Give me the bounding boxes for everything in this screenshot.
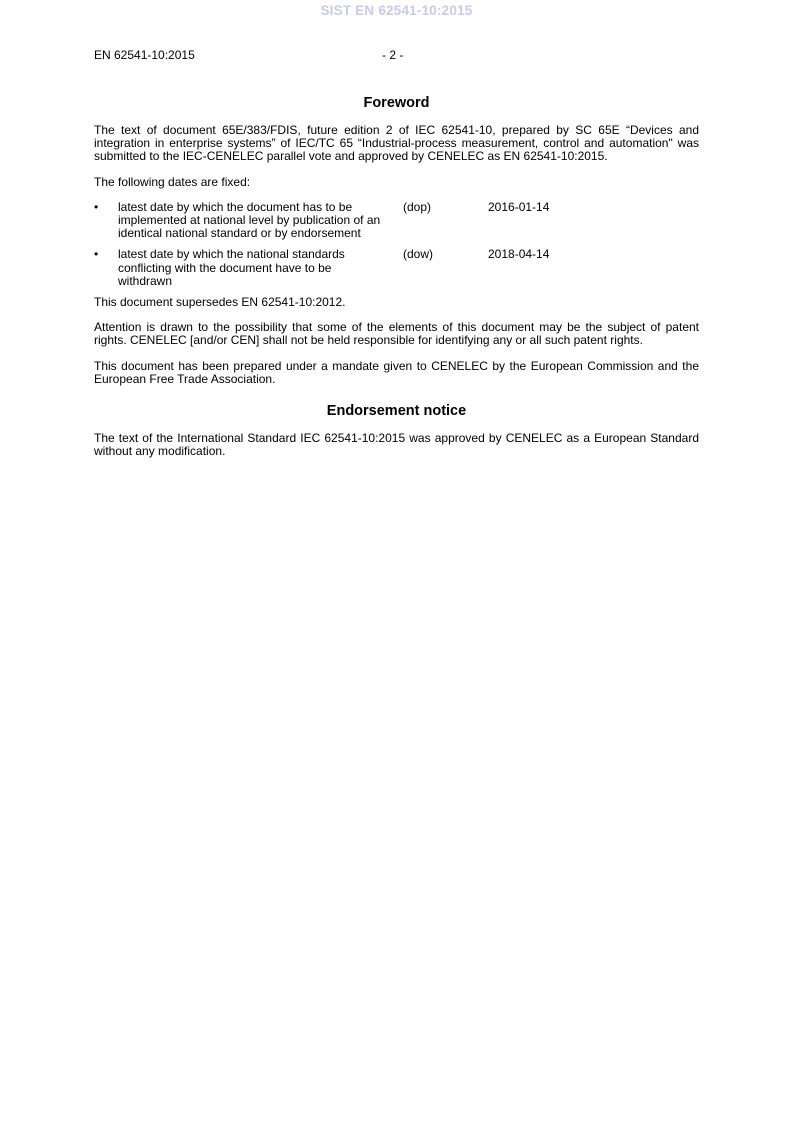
endorsement-text: The text of the International Standard IEC 62541-10:2015 was approved by CENELEC as a European Standard without any modification. xyxy=(94,431,699,459)
date-value: 2018-04-14 xyxy=(488,247,550,262)
bullet-icon: • xyxy=(94,199,99,214)
foreword-title: Foreword xyxy=(363,95,430,111)
dates-list xyxy=(94,201,699,288)
date-description: latest date by which the national standards conflicting with the document have to be withdrawn xyxy=(118,247,345,288)
foreword-intro: The text of document 65E/383/FDIS, future edition 2 of IEC 62541-10, prepared by SC 65E “Devices and integration in enterprise systems” of IEC/TC 65 “Industrial-process measurement, control and automation" was submitted to the IEC-CENELEC parallel vote and approved by CENELEC as EN 62541-10:2015. xyxy=(94,123,699,164)
bullet-icon: • xyxy=(94,247,99,262)
endorsement-title: Endorsement notice xyxy=(326,403,467,420)
date-description: latest date by which the document has to be implemented at national level by publication of an identical national standard or by endorsement xyxy=(118,199,381,241)
dates-lead: The following dates are fixed: xyxy=(94,174,251,189)
mandate-text: This document has been prepared under a mandate given to CENELEC by the European Commission and the European Free Trade Association. xyxy=(94,358,699,386)
page-header xyxy=(94,48,700,64)
page-number: - 2 - xyxy=(382,48,404,62)
date-abbreviation: (dop) xyxy=(403,199,432,214)
date-item-dop xyxy=(94,201,699,241)
page-content xyxy=(94,94,699,470)
document-id: EN 62541-10:2015 xyxy=(94,48,195,62)
watermark: SIST EN 62541-10:2015 xyxy=(320,3,473,18)
patent-text: Attention is drawn to the possibility that some of the elements of this document may be the subject of patent rights. CENELEC [and/or CEN] shall not be held responsible for identifying any or all such patent rights. xyxy=(94,320,699,348)
date-item-dow xyxy=(94,248,699,288)
date-abbreviation: (dow) xyxy=(403,247,434,262)
supersedes-text: This document supersedes EN 62541-10:2012. xyxy=(94,295,346,310)
date-value: 2016-01-14 xyxy=(488,199,550,214)
